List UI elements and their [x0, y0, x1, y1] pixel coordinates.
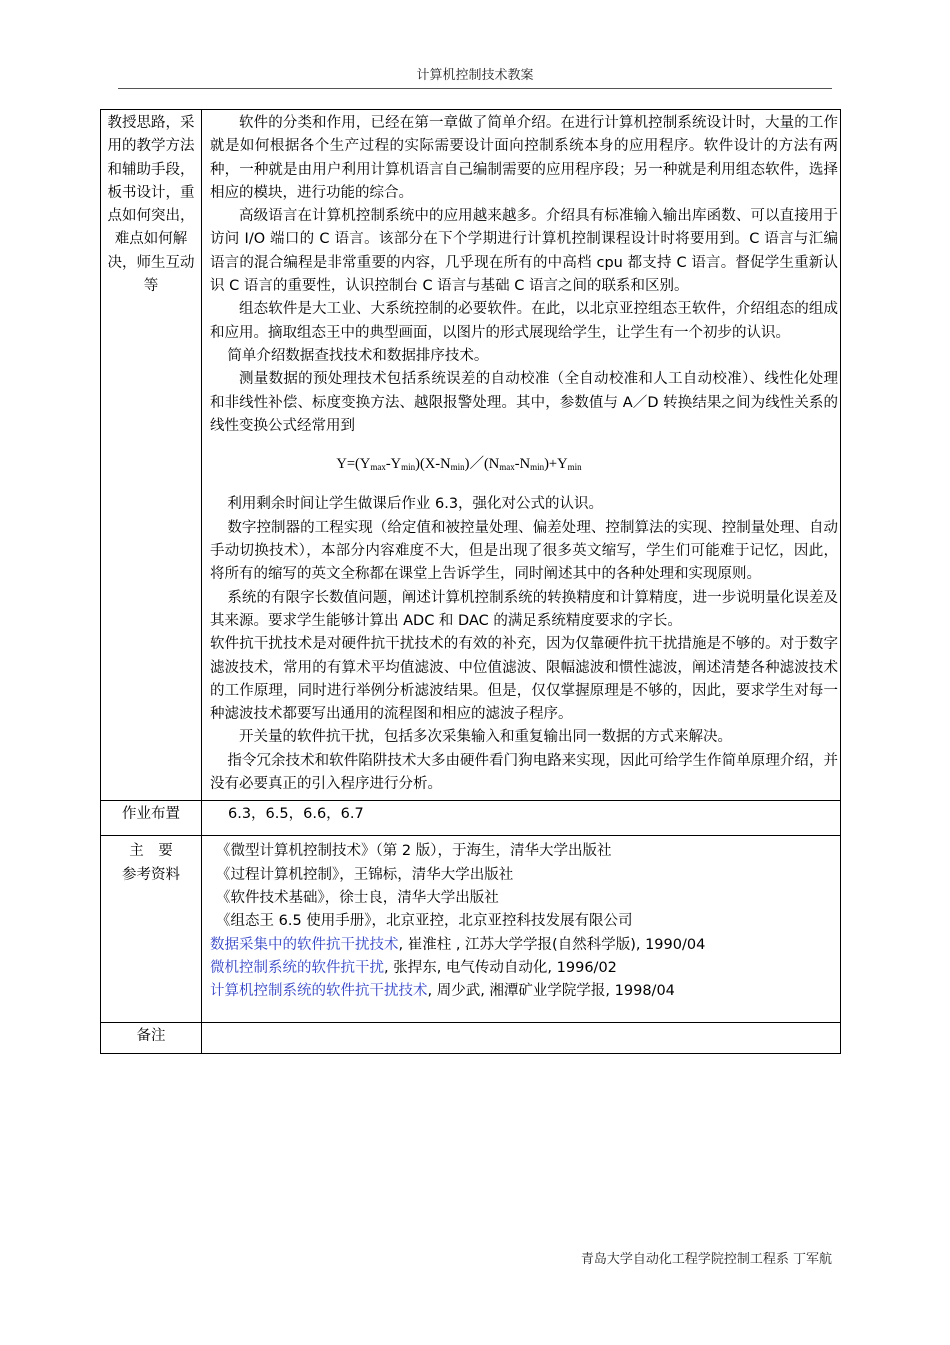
- paragraph-search-sort: 简单介绍数据查找技术和数据排序技术。: [227, 347, 489, 364]
- reference-article: 数据采集中的软件抗干扰技术, 崔淮柱 , 江苏大学学报(自然科学版), 1990/04: [210, 936, 706, 953]
- reference-article-link[interactable]: 微机控制系统的软件抗干扰: [210, 959, 384, 976]
- reference-article-link[interactable]: 计算机控制系统的软件抗干扰技术: [210, 983, 428, 1000]
- paragraph-switch-signal: 开关量的软件抗干扰，包括多次采集输入和重复输出同一数据的方式来解决。: [239, 729, 732, 746]
- paragraph-c-language: 高级语言在计算机控制系统中的应用越来越多。介绍具有标准输入输出库函数、可以直接用于访问 I/O 端口的 C 语言。该部分在下个学期进行计算机控制课程设计时将要用到。C 语言与汇编语言的混合编程是非常重要的内容，几乎现在所有的中高档 cpu 都支持 C 语言。督促学生重新认识 C 语言的重要性，认识控制台 C 语言与基础 C 语言之间的联系和区别。: [210, 208, 838, 295]
- notes-content-cell: [202, 1023, 841, 1054]
- paragraph-preprocessing: 测量数据的预处理技术包括系统误差的自动校准（全自动校准和人工自动校准）、线性化处理和非线性补偿、标度变换方法、越限报警处理。其中，参数值与 A／D 转换结果之间为线性关系的线性变换公式经常用到: [210, 371, 838, 434]
- references-content-cell: [202, 836, 841, 1023]
- notes-row: [101, 1023, 841, 1054]
- teaching-label: 教授思路，采用的教学方法和辅助手段，板书设计，重点如何突出，难点如何解决，师生互动等: [107, 115, 195, 295]
- paragraph-software: 软件的分类和作用，已经在第一章做了简单介绍。在进行计算机控制系统设计时，大量的工作就是如何根据各个生产过程的实际需要设计面向控制系统本身的应用程序。软件设计的方法有两种，一种就是由用户利用计算机语言自己编制需要的应用程序段；另一种就是利用组态软件，选择相应的模块，进行功能的综合。: [210, 115, 838, 201]
- paragraph-digital-controller: 数字控制器的工程实现（给定值和被控量处理、偏差处理、控制算法的实现、控制量处理、自动手动切换技术），本部分内容难度不大，但是出现了很多英文缩写，学生们可能难于记忆，因此，将所有的缩写的英文全称都在课堂上告诉学生，同时阐述其中的各种处理和实现原则。: [210, 519, 838, 583]
- paragraph-word-length: 系统的有限字长数值问题，阐述计算机控制系统的转换精度和计算精度，进一步说明量化误差及其来源。要求学生能够计算出 ADC 和 DAC 的满足系统精度要求的字长。: [210, 589, 838, 629]
- homework-row: [101, 801, 841, 836]
- notes-label: 备注: [136, 1028, 166, 1045]
- reference-book: 《过程计算机控制》，王锦标，清华大学出版社: [216, 866, 514, 883]
- references-label-line2: 参考资料: [122, 866, 180, 883]
- paragraph-anti-interference: 软件抗干扰技术是对硬件抗干扰技术的有效的补充，因为仅靠硬件抗干扰措施是不够的。对于数字滤波技术，常用的有算术平均值滤波、中位值滤波、限幅滤波和惯性滤波，阐述清楚各种滤波技术的工作原理，同时进行举例分析滤波结果。但是，仅仅掌握原理是不够的，因此，要求学生对每一种滤波技术都要写出通用的流程图和相应的滤波子程序。: [210, 636, 838, 723]
- page-header-title: 计算机控制技术教案: [416, 68, 534, 83]
- paragraph-homework-practice: 利用剩余时间让学生做课后作业 6.3，强化对公式的认识。: [227, 496, 604, 513]
- references-row: [101, 836, 841, 1023]
- reference-book: 《软件技术基础》，徐士良，清华大学出版社: [216, 889, 499, 906]
- notes-label-cell: [101, 1023, 202, 1054]
- homework-label: 作业布置: [122, 806, 180, 823]
- reference-book: 《微型计算机控制技术》（第 2 版），于海生，清华大学出版社: [216, 843, 612, 860]
- header-rule: [118, 88, 832, 89]
- notes-value: [202, 1023, 840, 1029]
- homework-label-cell: [101, 801, 202, 836]
- teaching-row: [101, 110, 841, 801]
- reference-article: 微机控制系统的软件抗干扰, 张捍东, 电气传动自动化, 1996/02: [210, 959, 617, 976]
- teaching-label-cell: [101, 110, 202, 801]
- homework-content-cell: [202, 801, 841, 836]
- page-footer: 青岛大学自动化工程学院控制工程系 丁军航: [580, 1252, 832, 1267]
- references-label-cell: [101, 836, 202, 1023]
- lesson-plan-table: [100, 109, 841, 1054]
- reference-article: 计算机控制系统的软件抗干扰技术, 周少武, 湘潭矿业学院学报, 1998/04: [210, 983, 675, 1000]
- paragraph-configuration: 组态软件是大工业、大系统控制的必要软件。在此，以北京亚控组态王软件，介绍组态的组成和应用。摘取组态王中的典型画面，以图片的形式展现给学生，让学生有一个初步的认识。: [210, 301, 838, 341]
- teaching-content-cell: [202, 110, 841, 801]
- homework-value: 6.3，6.5，6.6，6.7: [228, 806, 364, 823]
- reference-book: 《组态王 6.5 使用手册》，北京亚控，北京亚控科技发展有限公司: [216, 913, 633, 930]
- reference-article-link[interactable]: 数据采集中的软件抗干扰技术: [210, 936, 399, 953]
- references-label-line1: 主 要: [129, 843, 173, 860]
- linear-transform-formula: $Y=(Y_{max}-Y_{min})(X-N_{min})/(N_{max}-N_{min})+Y_{min}$: [336, 455, 582, 472]
- paragraph-watchdog: 指令冗余技术和软件陷阱技术大多由硬件看门狗电路来实现，因此可给学生作简单原理介绍，并没有必要真正的引入程序进行分析。: [210, 752, 838, 793]
